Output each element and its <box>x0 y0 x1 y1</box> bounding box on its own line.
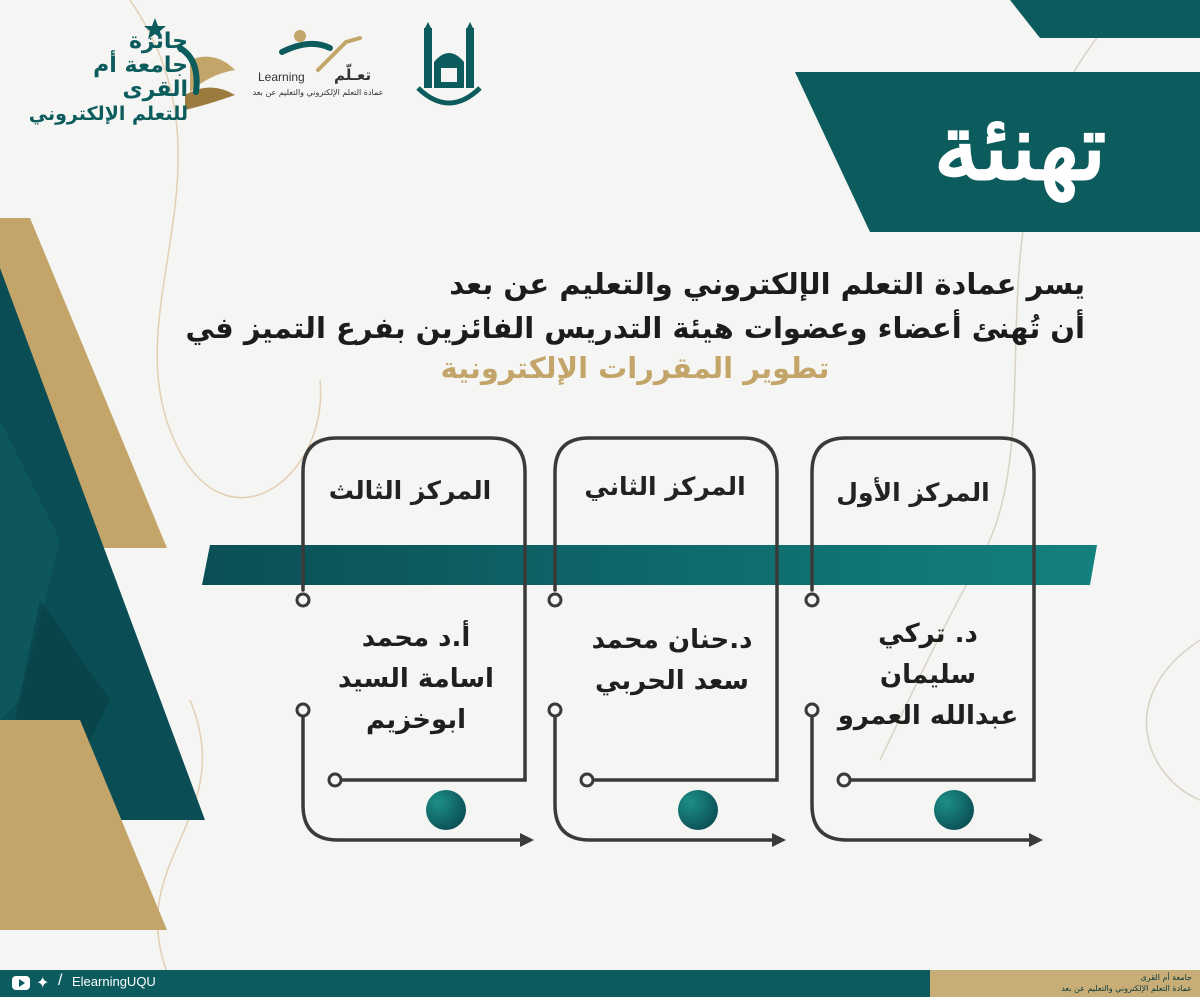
first-place-label: المركز الأول <box>836 478 990 507</box>
winner-line: اسامة السيد <box>338 664 494 694</box>
third-place-dot <box>426 790 466 830</box>
second-place-dot <box>678 790 718 830</box>
award-line3: للتعلم الإلكتروني <box>28 103 188 125</box>
footer-org <box>930 970 1200 997</box>
learning-logo-subtitle: عمادة التعلم الإلكتروني والتعليم عن بعد <box>252 88 384 97</box>
learning-logo <box>238 26 398 106</box>
twitter-icon[interactable]: ✦ <box>36 973 50 992</box>
winner-line: د.حنان محمد <box>591 625 753 655</box>
footer-bar <box>0 970 1200 997</box>
winner-line: عبدالله العمرو <box>837 701 1019 731</box>
winner-line: د. تركي <box>878 619 978 649</box>
learning-logo-english: Learning <box>258 70 305 84</box>
first-place-winner <box>818 614 1038 737</box>
winner-line: أ.د محمد <box>361 623 471 653</box>
footer-org-line2: عمادة التعلم الإلكتروني والتعليم عن بعد <box>1061 984 1192 993</box>
social-handle[interactable]: ElearningUQU <box>72 974 156 989</box>
subject-title: تطوير المقررات الإلكترونية <box>440 351 830 385</box>
congrats-title: تهنئة <box>933 93 1107 201</box>
arrow-icon <box>772 833 786 847</box>
intro-text <box>180 262 1085 350</box>
third-place-label: المركز الثالث <box>328 476 492 505</box>
separator: / <box>58 972 63 989</box>
intro-line1: يسر عمادة التعلم الإلكتروني والتعليم عن بعد <box>449 267 1085 301</box>
award-line2: جامعة أم القرى <box>93 53 188 102</box>
winner-line: سعد الحربي <box>595 666 749 696</box>
youtube-icon[interactable] <box>12 976 30 990</box>
arrow-icon <box>520 833 534 847</box>
award-line1: جائزة <box>128 29 188 54</box>
learning-logo-arabic: تعـلّم <box>334 66 372 84</box>
award-logo <box>28 30 188 126</box>
winner-line: ابوخزيم <box>365 705 467 735</box>
top-right-teal-stripe <box>1010 0 1200 38</box>
university-emblem-icon <box>418 22 480 103</box>
second-place-label: المركز الثاني <box>584 472 746 501</box>
third-place-winner <box>306 618 526 741</box>
arrow-icon <box>1029 833 1043 847</box>
winner-line: سليمان <box>879 660 977 690</box>
central-band <box>202 545 1097 585</box>
first-place-dot <box>934 790 974 830</box>
footer-org-line1: جامعة أم القرى <box>1140 973 1192 982</box>
second-place-winner <box>562 620 782 702</box>
intro-line2: أن تُهنئ أعضاء وعضوات هيئة التدريس الفائزين بفرع التميز في <box>185 311 1085 345</box>
